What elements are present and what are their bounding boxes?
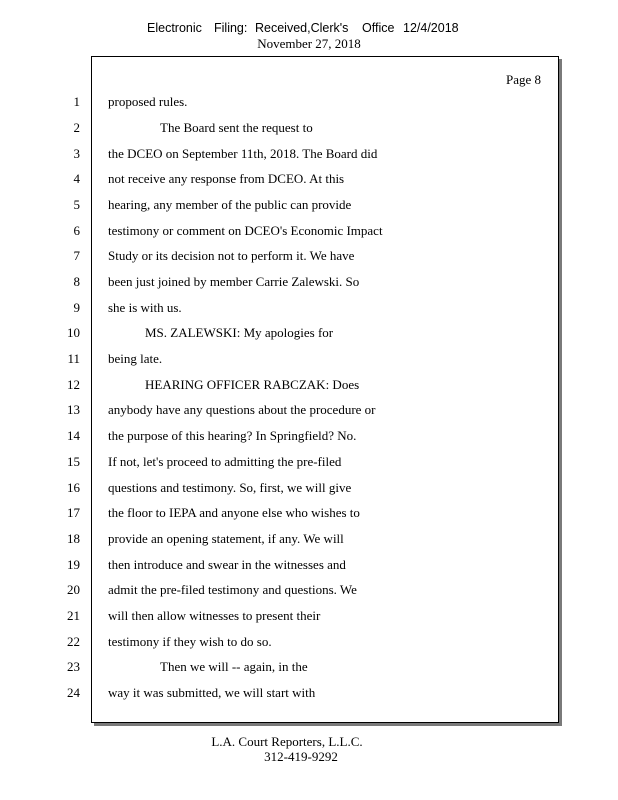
line-number: 3 — [73, 146, 80, 161]
line-number: 19 — [67, 557, 80, 572]
line-text: the purpose of this hearing? In Springfield? No. — [108, 428, 357, 443]
line-text: proposed rules. — [108, 94, 188, 109]
line-number: 1 — [73, 94, 80, 109]
line-number: 13 — [67, 402, 80, 417]
line-text: the DCEO on September 11th, 2018. The Board did — [108, 146, 378, 161]
line-text: then introduce and swear in the witnesses and — [108, 557, 346, 572]
transcript-line — [0, 246, 560, 266]
transcript-line — [0, 503, 560, 523]
line-number: 24 — [67, 685, 80, 700]
court-reporter-name: L.A. Court Reporters, L.L.C. — [211, 734, 363, 749]
hearing-date: November 27, 2018 — [257, 36, 361, 51]
line-text: she is with us. — [108, 300, 182, 315]
stamp-label-received: Received,Clerk's — [255, 21, 349, 35]
line-text: the floor to IEPA and anyone else who wishes to — [108, 505, 360, 520]
filing-stamp — [0, 20, 618, 36]
line-text: way it was submitted, we will start with — [108, 685, 316, 700]
transcript-line — [0, 195, 560, 215]
transcript-line — [0, 298, 560, 318]
line-text: admit the pre-filed testimony and questions. We — [108, 582, 357, 597]
line-text: HEARING OFFICER RABCZAK: Does — [145, 377, 360, 392]
line-text: testimony or comment on DCEO's Economic Impact — [108, 223, 383, 238]
transcript-line — [0, 400, 560, 420]
transcript-line — [0, 118, 560, 138]
stamp-label-office: Office — [362, 21, 395, 35]
transcript-line — [0, 349, 560, 369]
line-text: not receive any response from DCEO. At this — [108, 171, 345, 186]
line-text: anybody have any questions about the procedure or — [108, 402, 376, 417]
page-number: Page 8 — [505, 72, 541, 87]
transcript-line — [0, 92, 560, 112]
line-number: 2 — [73, 120, 80, 135]
transcript-line — [0, 683, 560, 703]
court-reporter-phone: 312-419-9292 — [264, 749, 338, 764]
line-number: 11 — [67, 351, 80, 366]
line-text: Study or its decision not to perform it. We have — [108, 248, 355, 263]
transcript-line — [0, 478, 560, 498]
line-number: 8 — [73, 274, 80, 289]
transcript-line — [0, 606, 560, 626]
transcript-line — [0, 657, 560, 677]
stamp-date: 12/4/2018 — [403, 21, 459, 35]
transcript-line — [0, 272, 560, 292]
line-number: 9 — [73, 300, 80, 315]
line-text: hearing, any member of the public can provide — [108, 197, 352, 212]
transcript-line — [0, 555, 560, 575]
line-number: 10 — [67, 325, 80, 340]
transcript-line — [0, 529, 560, 549]
line-number: 5 — [73, 197, 80, 212]
transcript-line — [0, 580, 560, 600]
line-number: 15 — [67, 454, 80, 469]
transcript-line — [0, 221, 560, 241]
line-number: 4 — [73, 171, 80, 186]
line-text: being late. — [108, 351, 163, 366]
line-number: 6 — [73, 223, 80, 238]
transcript-line — [0, 169, 560, 189]
line-number: 20 — [67, 582, 80, 597]
transcript-line — [0, 452, 560, 472]
line-text: questions and testimony. So, first, we will give — [108, 480, 352, 495]
line-number: 14 — [67, 428, 80, 443]
line-number: 21 — [67, 608, 80, 623]
line-number: 22 — [67, 634, 80, 649]
line-text: The Board sent the request to — [160, 120, 313, 135]
line-text: testimony if they wish to do so. — [108, 634, 272, 649]
line-text: been just joined by member Carrie Zalewski. So — [108, 274, 360, 289]
line-number: 7 — [73, 248, 80, 263]
line-text: MS. ZALEWSKI: My apologies for — [145, 325, 334, 340]
line-text: will then allow witnesses to present their — [108, 608, 321, 623]
line-text: If not, let's proceed to admitting the pre-filed — [108, 454, 342, 469]
transcript-line — [0, 375, 560, 395]
line-number: 18 — [67, 531, 80, 546]
line-number: 17 — [67, 505, 80, 520]
stamp-label-filing: Filing: — [214, 21, 248, 35]
transcript-line — [0, 632, 560, 652]
line-number: 12 — [67, 377, 80, 392]
line-number: 16 — [67, 480, 80, 495]
transcript-line — [0, 144, 560, 164]
line-text: Then we will -- again, in the — [160, 659, 308, 674]
transcript-line — [0, 323, 560, 343]
line-text: provide an opening statement, if any. We will — [108, 531, 344, 546]
line-number: 23 — [67, 659, 80, 674]
transcript-line — [0, 426, 560, 446]
stamp-label-electronic: Electronic — [147, 21, 202, 35]
